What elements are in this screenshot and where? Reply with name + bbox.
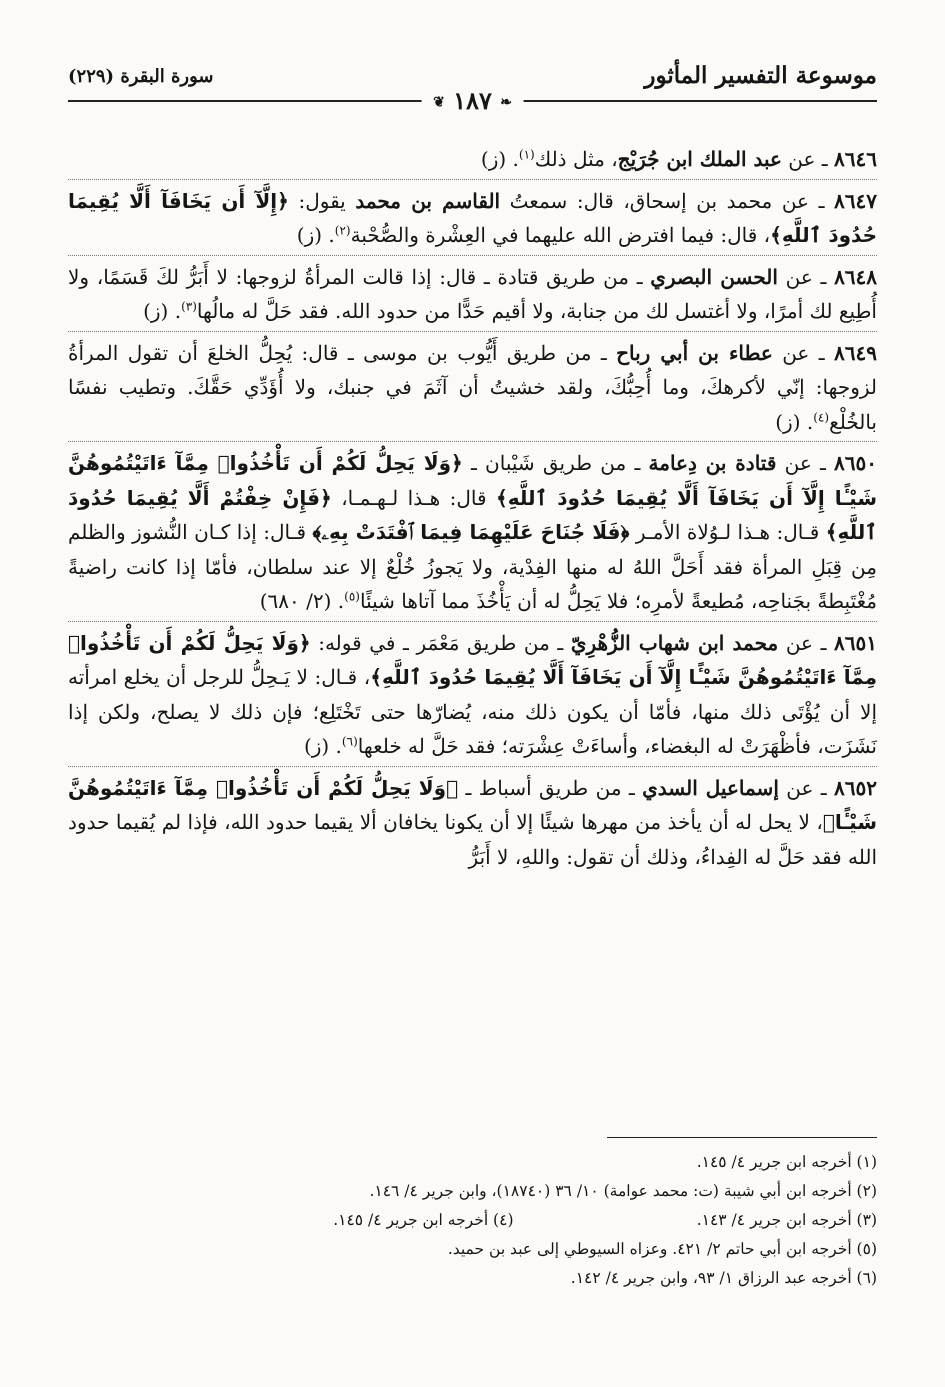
footnote-item: (٣) أخرجه ابن جرير ٤/ ١٤٣.	[696, 1211, 877, 1229]
quran-verse: ﴿فَإِنْ خِفْتُمْ أَلَّا يُقِيمَا حُدُودَ ٱللَّهِ﴾	[68, 485, 877, 544]
narrator-name: قتادة بن دِعامة	[648, 451, 777, 475]
footnote-ref[interactable]: (١)	[518, 147, 535, 162]
footnote-item: (٤) أخرجه ابن جرير ٤/ ١٤٥.	[333, 1211, 514, 1229]
narration-text: ، مثل ذلك	[534, 147, 618, 171]
footnote-separator	[607, 1137, 877, 1138]
page-number: ١٨٧	[453, 86, 492, 115]
narrations-list	[68, 138, 877, 876]
narration-text: قال: هـذا لـهـمـا،	[331, 485, 496, 510]
narrator-name: القاسم بن محمد	[355, 188, 501, 213]
narration-text: عن	[781, 147, 816, 171]
narrator-name: عبد الملك ابن جُرَيْج	[617, 147, 782, 171]
narration-entry: ٨٦٥٢ ـ عن إسماعيل السدي ـ من طريق أسباط ـ ﴿وَلَا يَحِلُّ لَكُمْ أَن تَأْخُذُوا۟ مِمَّآ ءَاتَيْتُمُوهُنَّ شَيْـًٔا﴾، لا يحل له أن يأخذ من مهرها شيئًا إلا أن يكونا يخافان ألا يقيما حدود الله، فإذا لم يُقيما حدود الله فقد حَلَّ له الفِداءُ، وذلك أن تقول: واللهِ، لا أَبَرُّ	[68, 775, 878, 869]
narration-text: عن	[776, 451, 812, 475]
narration-text: عن	[778, 630, 813, 655]
narration-text: عن	[778, 775, 814, 800]
footnote-line	[150, 1206, 877, 1235]
page-number-box	[421, 86, 524, 115]
footnote-ref[interactable]: (٢)	[334, 223, 351, 238]
narration-text: ـ من طريق أسباط ـ	[458, 775, 643, 800]
narration-text: ـ من طريق مَعْمَر ـ في قوله:	[310, 630, 571, 655]
narration-text: ، قـال: لا يَـحِلُّ للرجل أن يخلع امرأته إلا أن يُؤْتَى ذلك منها، فأمّا أن يكون ذلك منه، يُضارّها حتى تَخْتَلِع؛ فإن ذلك لا يصلح، ولكن إذا نَشَزَت، فأظْهَرَتْ له البغضاء، وأساءَتْ عِشْرَته؛ فقد حَلَّ له خلعها	[68, 665, 877, 758]
footnote-ref[interactable]: (٥)	[344, 589, 360, 604]
narrator-name: عطاء بن أبي رباح	[616, 340, 773, 365]
narration-number: ٨٦٤٧	[834, 188, 877, 213]
narration-text: . (ز)	[480, 147, 519, 171]
narration-number: ٨٦٥٢	[834, 775, 878, 800]
footnotes	[150, 1148, 877, 1293]
narration-text: . (ز)	[296, 223, 335, 247]
narration-number: ٨٦٥١	[834, 630, 878, 655]
narration-text: قـال: إذا كـان النُّشوز والظلم مِن قِبَلِ المرأة فقد أَحَلَّ اللهُ له منها الفِدْية، ولا يَجوزُ خُلْعٌ إلا عند سلطان، فأمّا إذا كانت راضيةً مُغْتَبِطةً بجَناحِه، مُطيعةً لأمرِه؛ فلا يَحِلُّ له أن يَأْخُذَ مما آتاها شيئًا	[68, 520, 877, 613]
ornament-icon: ❧	[500, 94, 512, 111]
narration-number: ٨٦٥٠	[834, 451, 878, 475]
narration-text: ، قال: فيما افترض الله عليهما في العِشْرة والصُّحْبة	[350, 223, 771, 247]
narration-text: ـ من طريق شَيْبان ـ	[462, 451, 649, 475]
narration-entry: ٨٦٤٨ ـ عن الحسن البصري ـ من طريق قتادة ـ قال: إذا قالت المرأةُ لزوجها: لا أَبَرُّ لكَ قَسَمًا، ولا أُطِيع لك أمرًا، ولا أغتسل لك من جنابة، ولا أقيم حَدًّا من حدود الله. فقد حَلَّ له مالُها$^{(٣)}$. (ز)	[68, 256, 877, 332]
narration-entry: ٨٦٥٠ ـ عن قتادة بن دِعامة ـ من طريق شَيْبان ـ ﴿وَلَا يَحِلُّ لَكُمْ أَن تَأْخُذُوا۟ مِمَّآ ءَاتَيْتُمُوهُنَّ شَيْـًٔا إِلَّآ أَن يَخَافَآ أَلَّا يُقِيمَا حُدُودَ ٱللَّهِ﴾ قال: هـذا لـهـمـا، ﴿فَإِنْ خِفْتُمْ أَلَّا يُقِيمَا حُدُودَ ٱللَّهِ﴾ قـال: هـذا لـوُلاة الأمـر ﴿فَلَا جُنَاحَ عَلَيْهِمَا فِيمَا ٱفْتَدَتْ بِهِۦ﴾ قـال: إذا كـان النُّشوز والظلم مِن قِبَلِ المرأة فقد أَحَلَّ اللهُ له منها الفِدْية، ولا يَجوزُ خُلْعٌ إلا عند سلطان، فأمّا إذا كانت راضيةً مُغْتَبِطةً بجَناحِه، مُطيعةً لأمرِه؛ فلا يَحِلُّ له أن يَأْخُذَ مما آتاها شيئًا$^{(٥)}$. (٢/ ٦٨٠)	[68, 442, 877, 622]
narration-text: عن	[777, 264, 813, 289]
quran-verse: ﴿فَلَا جُنَاحَ عَلَيْهِمَا فِيمَا ٱفْتَدَتْ بِهِۦ﴾	[312, 520, 630, 544]
footnote-line	[150, 1177, 877, 1206]
footnote-ref[interactable]: (٦)	[341, 734, 358, 749]
quran-verse: ﴿إِلَّآ أَن يَخَافَآ أَلَّا يُقِيمَا حُدُودَ ٱللَّهِ﴾	[68, 188, 877, 247]
quran-verse: ﴿وَلَا يَحِلُّ لَكُمْ أَن تَأْخُذُوا۟ مِمَّآ ءَاتَيْتُمُوهُنَّ شَيْـًٔا إِلَّآ أَن يَخَافَآ أَلَّا يُقِيمَا حُدُودَ ٱللَّهِ﴾	[68, 451, 877, 510]
narration-entry: ٨٦٥١ ـ عن محمد ابن شهاب الزُّهْرِيّ ـ من طريق مَعْمَر ـ في قوله: ﴿وَلَا يَحِلُّ لَكُمْ أَن تَأْخُذُوا۟ مِمَّآ ءَاتَيْتُمُوهُنَّ شَيْـًٔا إِلَّآ أَن يَخَافَآ أَلَّا يُقِيمَا حُدُودَ ٱللَّهِ﴾، قـال: لا يَـحِلُّ للرجل أن يخلع امرأته إلا أن يُؤْتَى ذلك منها، فأمّا أن يكون ذلك منه، يُضارّها حتى تَخْتَلِع؛ فإن ذلك لا يصلح، ولكن إذا نَشَزَت، فأظْهَرَتْ له البغضاء، وأساءَتْ عِشْرَته؛ فقد حَلَّ له خلعها$^{(٦)}$. (ز)	[68, 622, 877, 767]
narration-text: عن	[772, 340, 810, 365]
page-header	[68, 52, 877, 114]
narration-text: . (ز)	[303, 734, 342, 758]
narration-number: ٨٦٤٨	[834, 264, 878, 289]
narrator-name: محمد ابن شهاب الزُّهْرِيّ	[570, 630, 779, 655]
narration-text: يقول:	[288, 188, 356, 213]
narration-entry: ٨٦٤٧ ـ عن محمد بن إسحاق، قال: سمعتُ القاسم بن محمد يقول: ﴿إِلَّآ أَن يَخَافَآ أَلَّا يُقِيمَا حُدُودَ ٱللَّهِ﴾، قال: فيما افترض الله عليهما في العِشْرة والصُّحْبة$^{(٢)}$. (ز)	[68, 180, 877, 256]
book-title: موسوعة التفسير المأثور	[644, 62, 877, 89]
narration-text: . (٢/ ٦٨٠)	[259, 589, 345, 613]
narrator-name: إسماعيل السدي	[642, 775, 779, 800]
footnote-line	[150, 1235, 877, 1264]
footnote-item: (١) أخرجه ابن جرير ٤/ ١٤٥.	[696, 1153, 877, 1171]
footnote-line	[150, 1264, 877, 1293]
quran-verse: ﴿وَلَا يَحِلُّ لَكُمْ أَن تَأْخُذُوا۟ مِمَّآ ءَاتَيْتُمُوهُنَّ شَيْـًٔا إِلَّآ أَن يَخَافَآ أَلَّا يُقِيمَا حُدُودَ ٱللَّهِ﴾	[68, 630, 877, 689]
narration-text: ـ من طريق قتادة ـ قال: إذا قالت المرأةُ لزوجها: لا أَبَرُّ لكَ قَسَمًا، ولا أُطِيع لك أمرًا، ولا أغتسل لك من جنابة، ولا أقيم حَدًّا من حدود الله. فقد حَلَّ له مالُها	[68, 264, 877, 323]
footnote-item: (٢) أخرجه ابن أبي شيبة (ت: محمد عوامة) ١٠/ ٣٦ (١٨٧٤٠)، وابن جرير ٤/ ١٤٦.	[369, 1182, 877, 1200]
surah-reference: سورة البقرة (٢٢٩)	[68, 66, 214, 87]
narrator-name: الحسن البصري	[650, 264, 778, 289]
footnote-ref[interactable]: (٤)	[813, 409, 830, 424]
narration-text: ـ من طريق أَيُّوب بن موسى ـ قال: يُحِلُّ الخلعَ أن تقول المرأةُ لزوجها: إنّي لأكرهكَ، وما أُحِبُّكَ، ولقد خشيتُ أن آثَمَ في جنبك، ولا أُؤَدِّي حَقَّكَ. وتطيب نفسًا بالخُلْع	[68, 340, 877, 434]
narration-text: . (ز)	[775, 409, 814, 434]
ornament-icon: ❦	[433, 94, 445, 111]
narration-text: . (ز)	[143, 299, 182, 323]
footnote-line	[150, 1148, 877, 1177]
narration-number: ٨٦٤٩	[834, 340, 877, 365]
footnote-item: (٥) أخرجه ابن أبي حاتم ٢/ ٤٢١. وعزاه السيوطي إلى عبد بن حميد.	[447, 1240, 877, 1258]
footnote-item: (٦) أخرجه عبد الرزاق ١/ ٩٣، وابن جرير ٤/ ١٤٢.	[570, 1269, 877, 1287]
narration-text: عن محمد بن إسحاق، قال: سمعتُ	[500, 188, 809, 213]
narration-entry: ٨٦٤٩ ـ عن عطاء بن أبي رباح ـ من طريق أَيُّوب بن موسى ـ قال: يُحِلُّ الخلعَ أن تقول المرأةُ لزوجها: إنّي لأكرهكَ، وما أُحِبُّكَ، ولقد خشيتُ أن آثَمَ في جنبك، ولا أُؤَدِّي حَقَّكَ. وتطيب نفسًا بالخُلْع$^{(٤)}$. (ز)	[68, 332, 877, 443]
quran-verse: ﴿وَلَا يَحِلُّ لَكُمْ أَن تَأْخُذُوا۟ مِمَّآ ءَاتَيْتُمُوهُنَّ شَيْـًٔا﴾	[68, 775, 877, 834]
footnote-ref[interactable]: (٣)	[181, 299, 197, 314]
narration-entry: ٨٦٤٦ ـ عن عبد الملك ابن جُرَيْج، مثل ذلك$^{(١)}$. (ز)	[68, 138, 877, 180]
narration-text: قـال: هـذا لـوُلاة الأمـر	[629, 520, 826, 544]
narration-number: ٨٦٤٦	[834, 147, 877, 171]
narration-text: ، لا يحل له أن يأخذ من مهرها شيئًا إلا أن يكونا يخافان ألا يقيما حدود الله، فإذا لم يُقيما حدود الله فقد حَلَّ له الفِداءُ، وذلك أن تقول: واللهِ، لا أَبَرُّ	[68, 810, 877, 869]
